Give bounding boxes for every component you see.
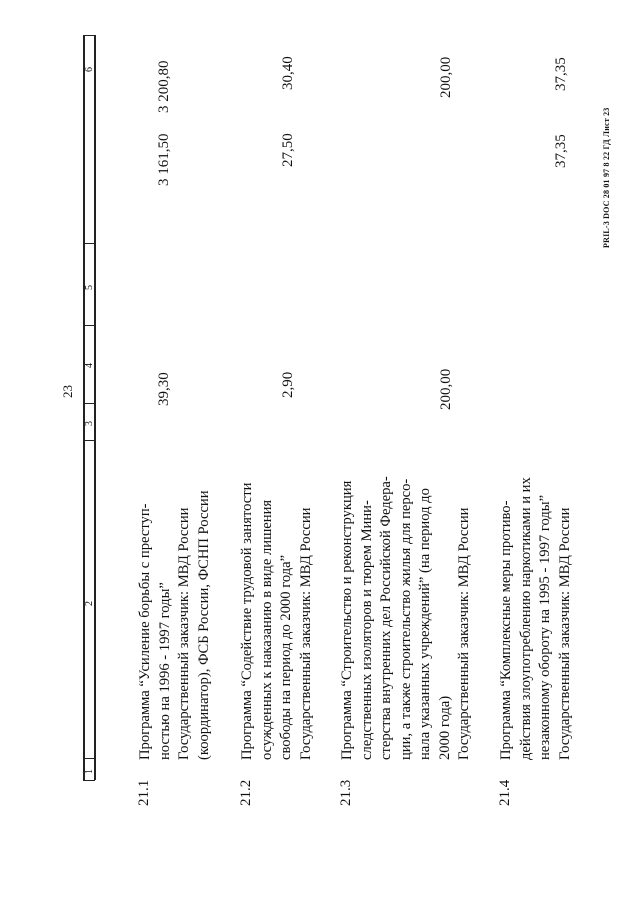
description-line: ностью на 1996 - 1997 годы” [156,582,173,760]
value-col3: 200,00 [438,368,454,410]
description-line: Программа “Усиление борьбы с преступ- [137,503,153,760]
row-description [238,340,316,760]
description-line: следственных изоляторов и тюрем Мини- [358,500,375,760]
column-header-6: 6 [84,67,95,72]
value-col5: 37,35 [553,134,569,168]
column-divider [83,780,95,781]
row-description [497,340,575,760]
column-divider [83,403,95,404]
column-divider [83,35,95,36]
column-divider [83,243,95,244]
description-line: Программа “Строительство и реконструкция [339,480,355,760]
value-col5: 27,50 [280,133,296,167]
value-col5: 3 161,50 [156,133,172,186]
description-line: стерства внутренних дел Российской Федера- [378,476,394,760]
description-line: осужденных к наказанию в виде лишения [258,499,275,760]
description-line: нала указанных учреждений” (на период до [417,488,433,760]
row-description [136,340,214,760]
header-rule-bottom [94,35,96,780]
description-line: Программа “Комплексные меры противо- [498,500,514,760]
value-col6: 3 200,80 [156,60,172,113]
value-col6: 30,40 [280,56,296,90]
description-line: Государственный заказчик: МВД России [556,507,573,760]
value-col3: 2,90 [280,371,296,398]
description-line: незаконному обороту на 1995 - 1997 годы” [537,494,553,760]
column-header-1: 1 [84,769,95,774]
row-number: 21.1 [136,779,152,806]
column-header-5: 5 [84,285,95,290]
value-col3: 39,30 [156,372,172,406]
description-line: 2000 года) [436,695,453,760]
description-line: Государственный заказчик: МВД России [297,507,314,760]
value-col6: 37,35 [553,57,569,91]
column-divider [83,758,95,759]
page-number: 23 [60,385,75,398]
column-header-2: 2 [84,601,95,606]
row-number: 21.2 [238,779,254,806]
row-number: 21.3 [338,779,354,806]
header-rule-top [83,35,85,780]
description-line: свободы на период до 2000 года” [278,554,294,760]
description-line: Программа “Содействие трудовой занятости [239,482,255,760]
column-divider [83,325,95,326]
column-header-4: 4 [84,363,95,368]
description-line: ции, а также строительство жилья для персо- [397,478,414,760]
value-col6: 200,00 [438,56,454,98]
column-header-3: 3 [84,421,95,426]
description-line: Государственный заказчик: МВД России [176,507,192,760]
row-number: 21.4 [497,779,513,806]
description-line: Государственный заказчик: МВД России [456,507,472,760]
description-line: действия злоупотреблению наркотиками и их [517,477,534,760]
column-divider [83,440,95,441]
description-line: (координатор), ФСБ России, ФСНП России [195,490,212,760]
document-footer: PRIL-3 DOC 28 01 97 8 22 ГД Лист 23 [602,107,611,248]
